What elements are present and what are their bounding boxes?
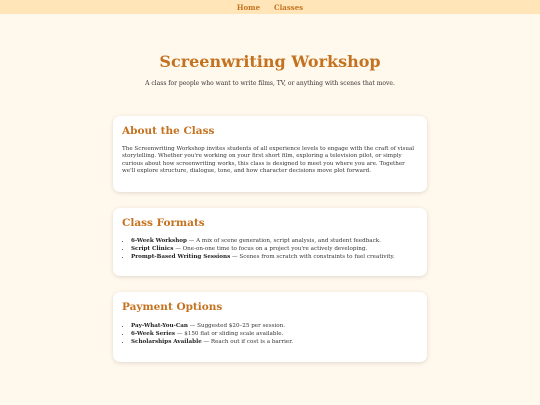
nav-link-classes[interactable]: Classes [274, 2, 304, 12]
about-heading: About the Class [122, 125, 215, 137]
payment-desc: — $150 flat or sliding scale available. [175, 331, 284, 337]
payment-term: 6-Week Series [131, 331, 176, 337]
formats-card [113, 208, 427, 276]
payment-list [122, 322, 418, 346]
format-desc: — A mix of scene generation, script analysis, and student feedback. [186, 238, 381, 244]
about-card [113, 116, 427, 192]
formats-heading: Class Formats [122, 217, 205, 229]
format-desc: — One-on-one time to focus on a project you're actively developing. [173, 246, 368, 252]
list-item [131, 253, 418, 261]
payment-card [113, 292, 427, 362]
list-item [131, 330, 418, 338]
payment-term: Scholarships Available [131, 339, 202, 345]
page-title: Screenwriting Workshop [159, 52, 381, 71]
about-body: The Screenwriting Workshop invites students of all experience levels to engage with the craft of visual storytelling. Whether you're working on your first short film, exploring a television pilot, or simply curious about how screenwriting works, this class is designed to meet you where you are. Together we'll explore structure, dialogue, tone, and how character decisions move plot forward. [122, 146, 415, 174]
formats-list [122, 237, 418, 261]
payment-desc: — Reach out if cost is a barrier. [201, 339, 294, 345]
payment-desc: — Suggested $20–25 per session. [187, 323, 286, 329]
format-term: Script Clinics [131, 246, 174, 252]
payment-heading: Payment Options [122, 301, 223, 313]
list-item [131, 322, 418, 330]
nav-link-home[interactable]: Home [236, 2, 261, 12]
format-term: 6-Week Workshop [131, 238, 187, 244]
format-term: Prompt-Based Writing Sessions [131, 254, 231, 260]
list-item [131, 338, 418, 346]
list-item [131, 237, 418, 245]
payment-term: Pay-What-You-Can [131, 323, 188, 329]
list-item [131, 245, 418, 253]
hero [0, 53, 540, 87]
format-desc: — Scenes from scratch with constraints to fuel creativity. [230, 254, 395, 260]
page-subtitle: A class for people who want to write films, TV, or anything with scenes that move. [145, 80, 395, 87]
top-nav [0, 0, 540, 14]
